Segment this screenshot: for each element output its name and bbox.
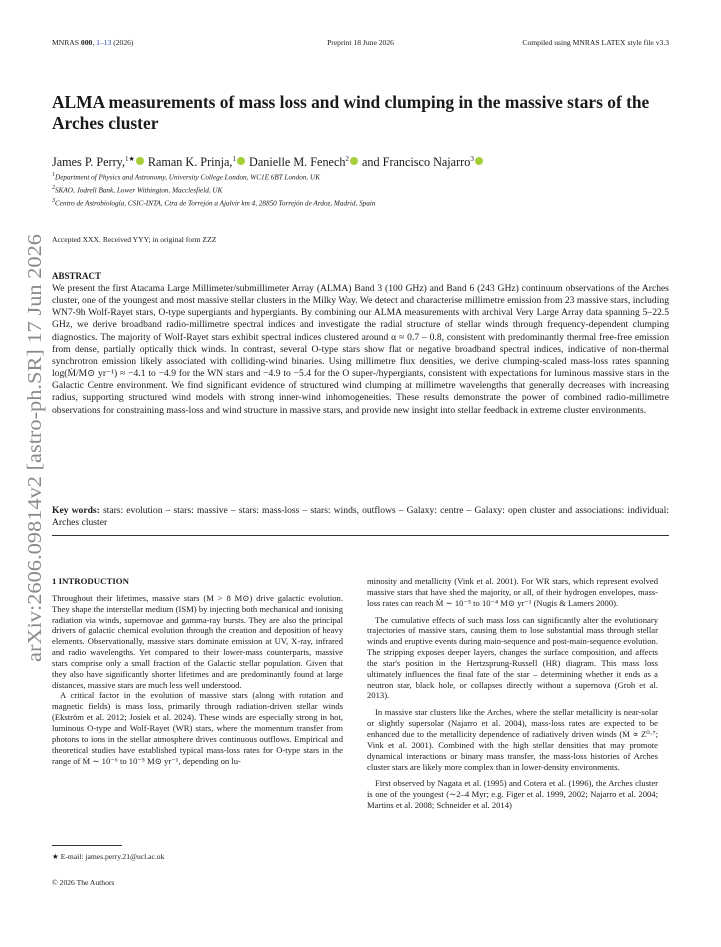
journal-volume: 000 xyxy=(80,38,93,47)
compiled-note: Compiled using MNRAS LATEX style file v3.3 xyxy=(522,38,669,47)
orcid-icon[interactable] xyxy=(350,157,358,165)
journal-pages-link[interactable]: 1–13 xyxy=(96,38,112,47)
paragraph: In massive star clusters like the Arches, where the stellar metallicity is near-solar or slightly supersolar (Najarro et al. 2004), mass-loss rates are expected to be enhanced due to the metallicity dependence of radiatively driven winds (Ṁ ∝ Z⁰·⁷; Vink et al. 2001). Combined with the high stellar densities that may promote dynamical interactions or binary mass transfer, the mass-loss histories of Arches cluster stars are likely more complex than in lower-density environments. xyxy=(367,707,658,772)
paragraph: First observed by Nagata et al. (1995) and Cotera et al. (1996), the Arches cluster is one of the youngest (∼2–4 Myr; e.g. Figer et al. 1999, 2002; Najarro et al. 2004; Martins et al. 2008; Schneider et al. 2014) xyxy=(367,778,658,811)
orcid-icon[interactable] xyxy=(475,157,483,165)
left-column xyxy=(52,576,343,766)
affiliation-1 xyxy=(52,170,672,183)
affiliation-text: Department of Physics and Astronomy, University College London, WC1E 6BT London, UK xyxy=(55,173,320,182)
abstract-text: We present the first Atacama Large Millimeter/submillimeter Array (ALMA) Band 3 (100 GHz) and Band 6 (243 GHz) continuum observations of the Arches cluster, one of the youngest and most massive stellar clusters in the Milky Way. We detect and characterise millimetre emission from 23 massive stars, including WN7-9h Wolf-Rayet stars, O-type supergiants and hypergiants. By combining our ALMA measurements with archival Very Large Array data spanning 5–22.5 GHz, we derive broadband radio-millimetre spectral indices and investigate the radial structure of stellar winds through frequency-dependent clumping diagnostics. The majority of Wolf-Rayet stars exhibit spectral indices clustered around α ≈ 0.7 – 0.8, consistent with predominantly thermal free-free emission from dense, partially optically thick winds. In contrast, several O-type stars show flat or negative broadband spectral indices, indicative of non-thermal synchrotron emission likely associated with colliding-wind binaries. Using millimetre flux densities, we derive clumping-scaled mass-loss rates spanning log(Ṁ/M⊙ yr⁻¹) ≈ −4.1 to −4.9 for the WN stars and −4.9 to −5.4 for the O super-/hypergiants, consistent with expectations for luminous massive stars in the Galactic Centre environment. We find significant evidence of structured wind clumping at millimetre wavelengths that generally decreases with increasing radius, supporting structured wind models with strong inner-wind inhomogeneities. These results demonstrate the power of combined radio-millimetre observations for constraining mass-loss and wind structure in massive stars, and provide new insight into stellar feedback in extreme cluster environments. xyxy=(52,283,669,416)
author-affil: 3 xyxy=(470,155,474,163)
keywords xyxy=(52,505,669,529)
abstract-divider xyxy=(52,535,669,536)
affiliation-num: 2 xyxy=(52,184,55,191)
author-1 xyxy=(52,155,145,169)
copyright-notice: © 2026 The Authors xyxy=(52,878,115,887)
author-2 xyxy=(148,155,246,169)
orcid-icon[interactable] xyxy=(136,157,144,165)
abstract-body xyxy=(52,283,669,417)
running-header-journal: MNRAS 000, 1–13 (2026) xyxy=(52,38,134,47)
affiliation-text: SKAO, Jodrell Bank, Lower Withington, Macclesfield, UK xyxy=(55,186,223,195)
journal-year: (2026) xyxy=(113,38,134,47)
author-affil: 1 xyxy=(232,155,236,163)
author-list xyxy=(52,152,672,170)
affiliation-text: Centro de Astrobiología, CSIC-INTA, Ctra de Torrejón a Ajalvir km 4, 28850 Torrejón de Ardoz, Madrid, Spain xyxy=(55,199,376,208)
affiliation-num: 1 xyxy=(52,172,55,178)
affiliation-3 xyxy=(52,196,672,209)
author-4 xyxy=(362,155,484,169)
affiliation-num: 3 xyxy=(52,197,55,204)
right-column xyxy=(367,576,658,811)
author-affil: 1★ xyxy=(125,155,135,163)
paragraph: minosity and metallicity (Vink et al. 2001). For WR stars, which represent evolved massive stars that have shed the majority, or all, of their hydrogen envelopes, mass-loss rates can reach Ṁ ∼ 10⁻⁵ to 10⁻⁴ M⊙ yr⁻¹ (Nugis & Lamers 2000). xyxy=(367,576,658,608)
author-affil: 2 xyxy=(345,155,349,163)
section-heading-introduction: 1 INTRODUCTION xyxy=(52,576,129,586)
affiliation-2 xyxy=(52,183,672,196)
orcid-icon[interactable] xyxy=(237,157,245,165)
paragraph: Throughout their lifetimes, massive stars (M > 8 M⊙) drive galactic evolution. They shape the interstellar medium (ISM) by injecting both mechanical and ionising radiation via winds, supernovae and gamma-ray bursts. They are also the principal drivers of galactic chemical evolution through the creation and deposition of heavy elements. Observationally, massive stars dominate emission at UV, X-ray, infrared and radio wavelengths. Yet compared to their lower-mass counterparts, massive stars comprise only a small fraction of the Galactic stellar population. Given that they also have significantly shorter lifetimes and are predominantly found at large distances, massive stars are much less well understood. xyxy=(52,592,343,690)
author-3 xyxy=(249,155,359,169)
author-name: and Francisco Najarro xyxy=(362,155,471,170)
keywords-text: stars: evolution – stars: massive – stars: mass-loss – stars: winds, outflows – Galaxy: centre – Galaxy: open cluster and associations: individual: Arches cluster xyxy=(52,505,669,529)
accepted-line: Accepted XXX. Received YYY; in original form ZZZ xyxy=(52,235,217,244)
affiliations xyxy=(52,170,672,209)
paragraph: A critical factor in the evolution of massive stars (along with rotation and magnetic fields) is mass loss, primarily through radiation-driven stellar winds (Ekström et al. 2012; Josiek et al. 2024). These winds are especially strong in hot, luminous O-type and Wolf-Rayet (WR) stars, where the momentum transfer from photons to ions in the stellar atmosphere drives continuous outflows. Empirical and theoretical studies have established typical mass-loss rates for O-type stars in the range of Ṁ ∼ 10⁻⁶ to 10⁻⁵ M⊙ yr⁻¹, depending on lu- xyxy=(52,690,343,766)
author-name: Danielle M. Fenech xyxy=(249,155,346,170)
paper-title: ALMA measurements of mass loss and wind clumping in the massive stars of the Arches cluster xyxy=(52,92,650,133)
arxiv-identifier[interactable]: arXiv:2606.09814v2 [astro-ph.SR] 17 Jun 2026 xyxy=(25,289,46,662)
journal-name: MNRAS xyxy=(52,38,80,47)
arxiv-stamp xyxy=(12,232,52,662)
author-name: Raman K. Prinja, xyxy=(147,155,233,170)
author-name: James P. Perry, xyxy=(52,155,126,170)
preprint-date: Preprint 18 June 2026 xyxy=(327,38,394,47)
keywords-label: Key words: xyxy=(52,505,100,516)
footnote-divider xyxy=(52,845,122,846)
abstract-heading: ABSTRACT xyxy=(52,271,102,281)
footnote-email: ★ E-mail: james.perry.21@ucl.ac.uk xyxy=(52,852,165,861)
paragraph: The cumulative effects of such mass loss can significantly alter the evolutionary trajectories of massive stars, causing them to lose substantial mass through stellar winds and eruptive events during main-sequence and post-main-sequence evolution. The stripping exposes deeper layers, changes the surface composition, and affects the star's position in the Hertzsprung-Russell (HR) diagram. This mass loss ultimately influences the final fate of the star – determining whether it ends as a neutron star, black hole, or collapses directly without a supernova (Groh et al. 2013). xyxy=(367,614,658,701)
